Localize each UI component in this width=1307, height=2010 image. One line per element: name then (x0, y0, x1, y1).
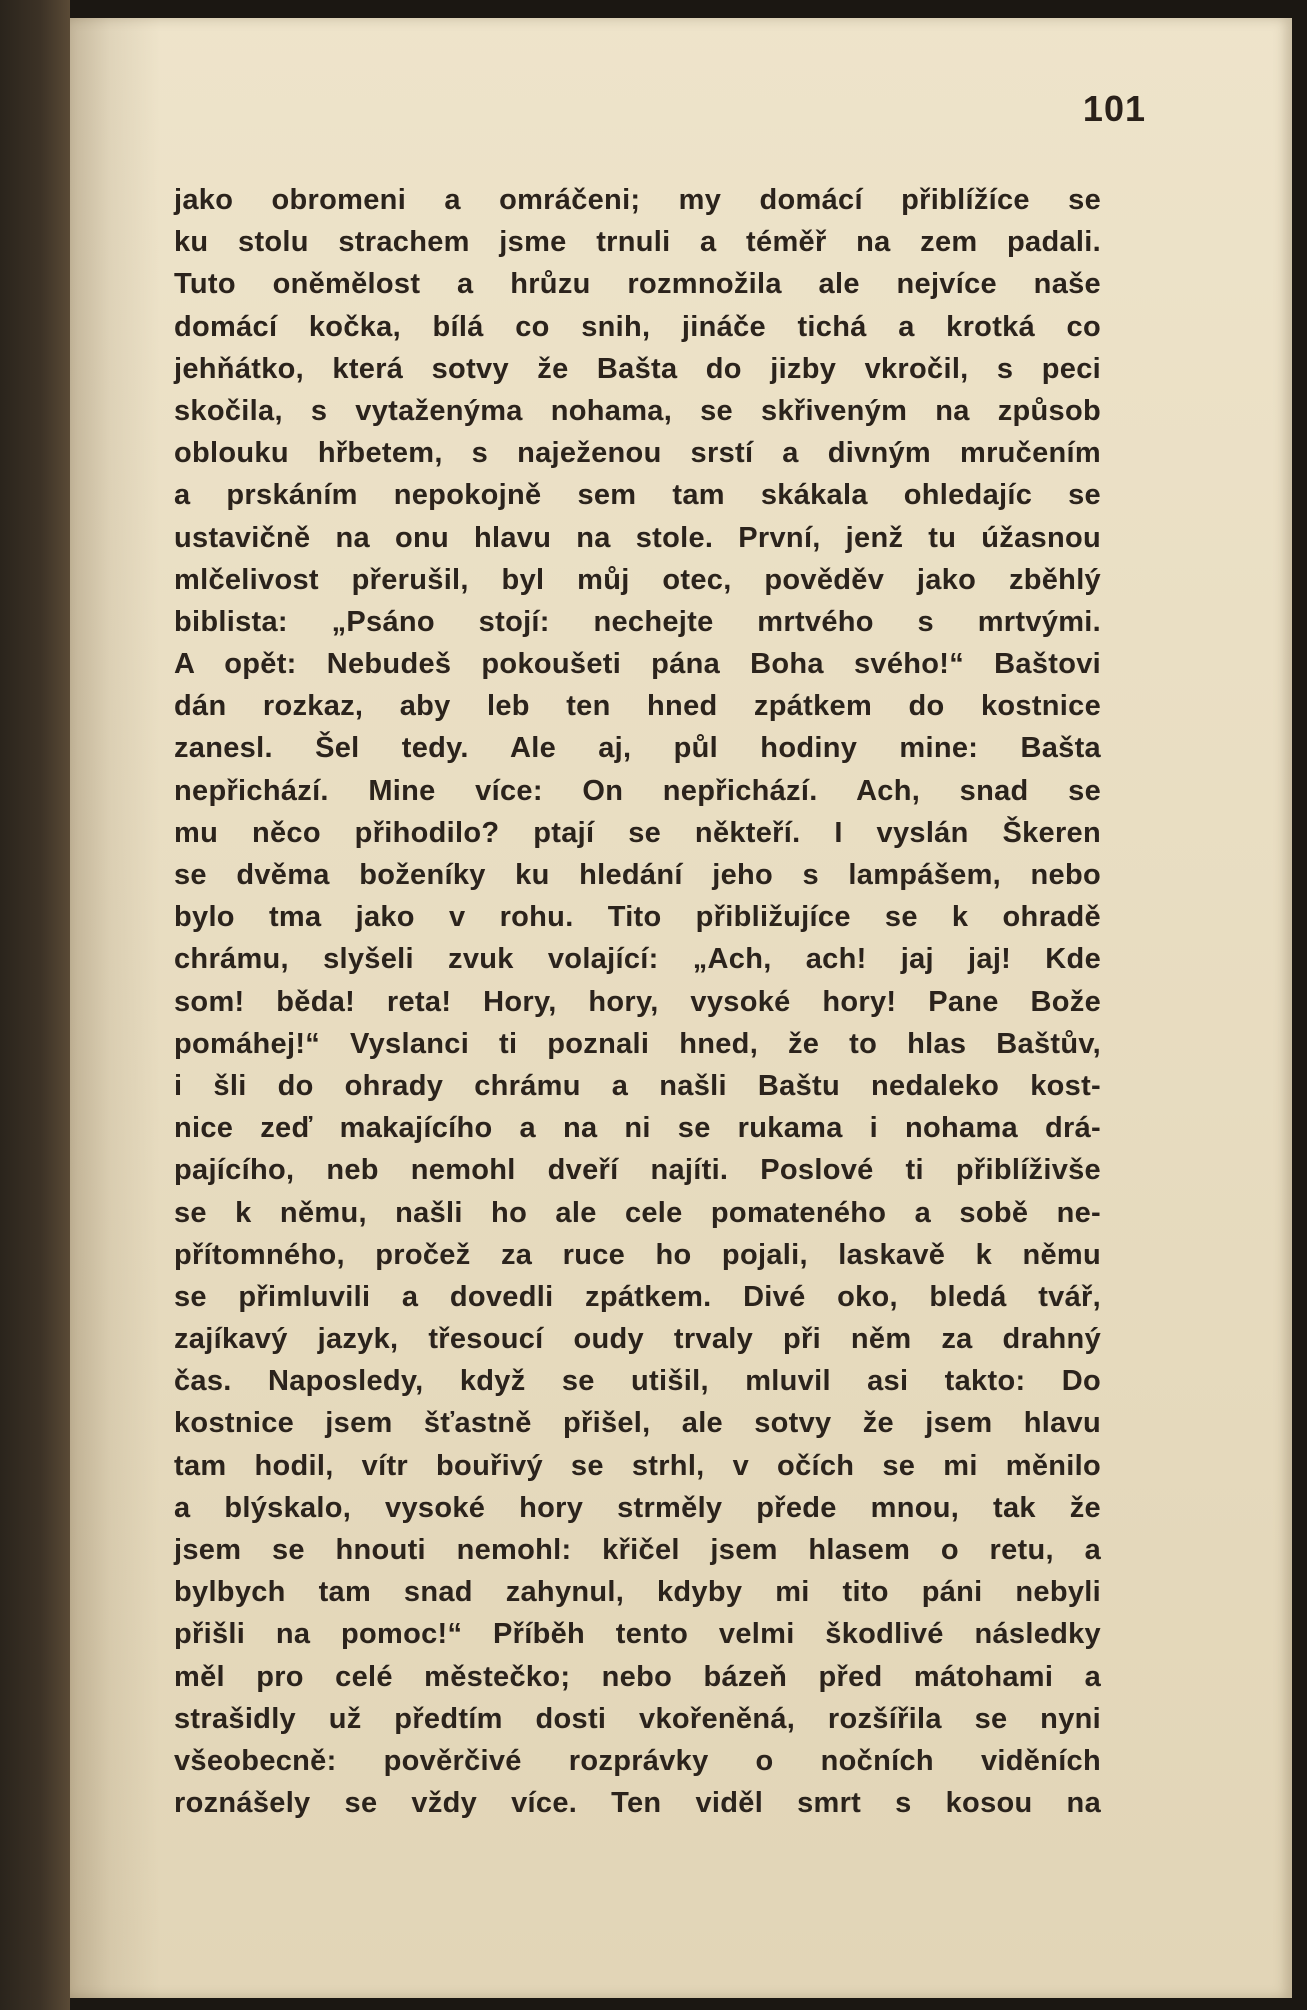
page-number: 101 (1082, 88, 1146, 129)
text-line: mu něco přihodilo? ptají se někteří. I vyslán Škeren (174, 816, 1101, 849)
text-line: bylo tma jako v rohu. Tito přibližujíce se k ohradě (174, 901, 1101, 934)
text-line: tam hodil, vítr bouřivý se strhl, v očích se mi měnilo (174, 1449, 1101, 1482)
book-spine-shadow (0, 0, 70, 2010)
text-line: ku stolu strachem jsme trnuli a téměř na zem padali. (174, 226, 1101, 259)
text-line: skočila, s vytaženýma nohama, se skřiveným na způsob (174, 394, 1101, 427)
text-line: biblista: „Psáno stojí: nechejte mrtvého s mrtvými. (174, 605, 1101, 638)
text-line: pajícího, neb nemohl dveří najíti. Poslové ti přiblíživše (174, 1154, 1101, 1187)
text-line: nepřichází. Mine více: On nepřichází. Ach, snad se (174, 774, 1101, 807)
text-line: čas. Naposledy, když se utišil, mluvil asi takto: Do (174, 1365, 1101, 1398)
text-line: zajíkavý jazyk, třesoucí oudy trvaly při něm za drahný (174, 1323, 1101, 1356)
text-line: roznášely se vždy více. Ten viděl smrt s kosou na (174, 1787, 1101, 1820)
text-line: se k němu, našli ho ale cele pomateného a sobě ne- (174, 1196, 1101, 1229)
text-line: se přimluvili a dovedli zpátkem. Divé oko, bledá tvář, (174, 1280, 1101, 1313)
text-line: domácí kočka, bílá co snih, jináče tichá a krotká co (174, 310, 1101, 343)
text-line: oblouku hřbetem, s naježenou srstí a divným mručením (174, 437, 1101, 470)
text-line: přišli na pomoc!“ Příběh tento velmi škodlivé následky (174, 1618, 1101, 1651)
text-line: jsem se hnouti nemohl: křičel jsem hlasem o retu, a (174, 1534, 1101, 1566)
text-line: všeobecně: pověrčivé rozprávky o nočních viděních (174, 1744, 1101, 1777)
text-line: i šli do ohrady chrámu a našli Baštu nedaleko kost- (174, 1069, 1101, 1102)
text-line: strašidly už předtím dosti vkořeněná, rozšířila se nyni (174, 1702, 1101, 1735)
page-text (174, 179, 1101, 1824)
text-line: mlčelivost přerušil, byl můj otec, pověděv jako zběhlý (174, 563, 1101, 596)
text-line: přítomného, pročež za ruce ho pojali, laskavě k němu (174, 1238, 1101, 1271)
text-line: chrámu, slyšeli zvuk volající: „Ach, ach! jaj jaj! Kde (174, 943, 1101, 976)
text-line: zanesl. Šel tedy. Ale aj, půl hodiny mine: Bašta (174, 732, 1101, 765)
text-line: ustavičně na onu hlavu na stole. První, jenž tu úžasnou (174, 521, 1101, 554)
text-line: jehňátko, která sotvy že Bašta do jizby vkročil, s peci (174, 352, 1101, 385)
text-line: pomáhej!“ Vyslanci ti poznali hned, že to hlas Baštův, (174, 1027, 1101, 1060)
text-line: měl pro celé městečko; nebo bázeň před mátohami a (174, 1660, 1101, 1693)
text-line: a blýskalo, vysoké hory strměly přede mnou, tak že (174, 1491, 1101, 1524)
text-line: a prskáním nepokojně sem tam skákala ohledajíc se (174, 479, 1101, 512)
text-line: bylbych tam snad zahynul, kdyby mi tito páni nebyli (174, 1576, 1101, 1609)
book-page (70, 18, 1292, 1998)
text-line: A opět: Nebudeš pokoušeti pána Boha svého!“ Baštovi (174, 648, 1101, 681)
text-line: jako obromeni a omráčeni; my domácí přiblížíce se (174, 184, 1101, 216)
text-line: som! běda! reta! Hory, hory, vysoké hory! Pane Bože (174, 985, 1101, 1018)
text-line: dán rozkaz, aby leb ten hned zpátkem do kostnice (174, 690, 1101, 723)
text-line: Tuto oněmělost a hrůzu rozmnožila ale nejvíce naše (174, 268, 1101, 301)
text-line: se dvěma boženíky ku hledání jeho s lampášem, nebo (174, 859, 1101, 891)
text-line: kostnice jsem šťastně přišel, ale sotvy že jsem hlavu (174, 1407, 1101, 1440)
text-line: nice zeď makajícího a na ni se rukama i nohama drá- (174, 1112, 1101, 1145)
